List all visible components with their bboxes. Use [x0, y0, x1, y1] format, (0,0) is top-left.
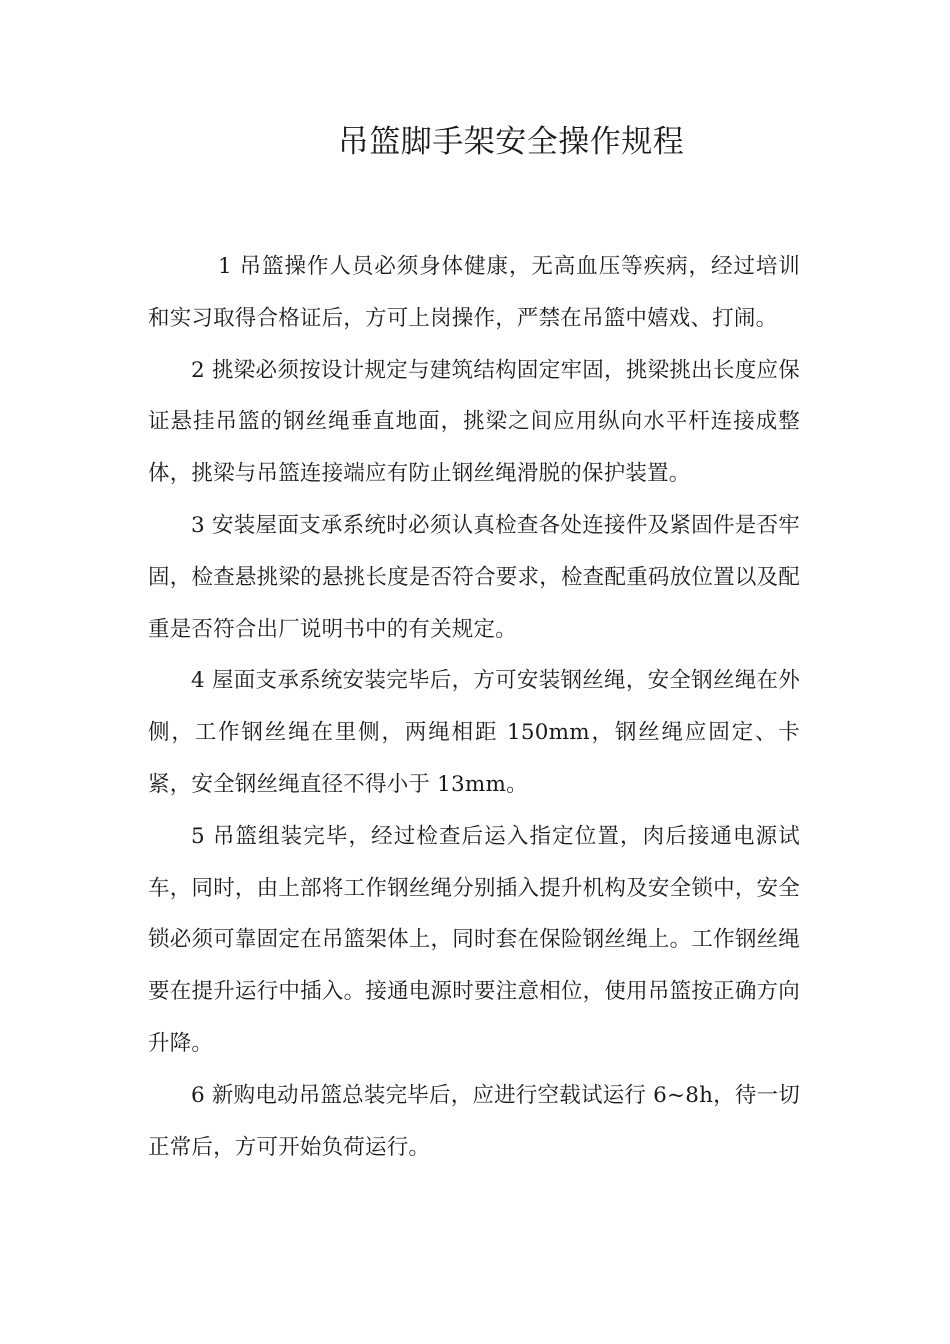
paragraph-5: 5 吊篮组装完毕，经过检查后运入指定位置，肉后接通电源试车，同时，由上部将工作钢丝绳分别插入提升机构及安全锁中，安全锁必须可靠固定在吊篮架体上，同时套在保险钢丝绳上。工作钢丝绳要在提升运行中插入。接通电源时要注意相位，使用吊篮按正确方向升降。 — [148, 823, 800, 1056]
paragraph-4: 4 屋面支承系统安装完毕后，方可安装钢丝绳，安全钢丝绳在外侧，工作钢丝绳在里侧，两绳相距 150mm，钢丝绳应固定、卡紧，安全钢丝绳直径不得小于 13mm。 — [148, 668, 800, 797]
paragraph-3: 3 安装屋面支承系统时必须认真检查各处连接件及紧固件是否牢固，检查悬挑梁的悬挑长度是否符合要求，检查配重码放位置以及配重是否符合出厂说明书中的有关规定。 — [148, 512, 800, 642]
document-body — [148, 241, 800, 1173]
paragraph-6: 6 新购电动吊篮总装完毕后，应进行空载试运行 6~8h，待一切正常后，方可开始负荷运行。 — [148, 1082, 800, 1160]
page-title: 吊篮脚手架安全操作规程 — [337, 124, 685, 160]
paragraph-2: 2 挑梁必须按设计规定与建筑结构固定牢固，挑梁挑出长度应保证悬挂吊篮的钢丝绳垂直地面，挑梁之间应用纵向水平杆连接成整体，挑梁与吊篮连接端应有防止钢丝绳滑脱的保护装置。 — [148, 357, 800, 487]
paragraph-1: 1 吊篮操作人员必须身体健康，无高血压等疾病，经过培训和实习取得合格证后，方可上岗操作，严禁在吊篮中嬉戏、打闹。 — [148, 254, 800, 331]
